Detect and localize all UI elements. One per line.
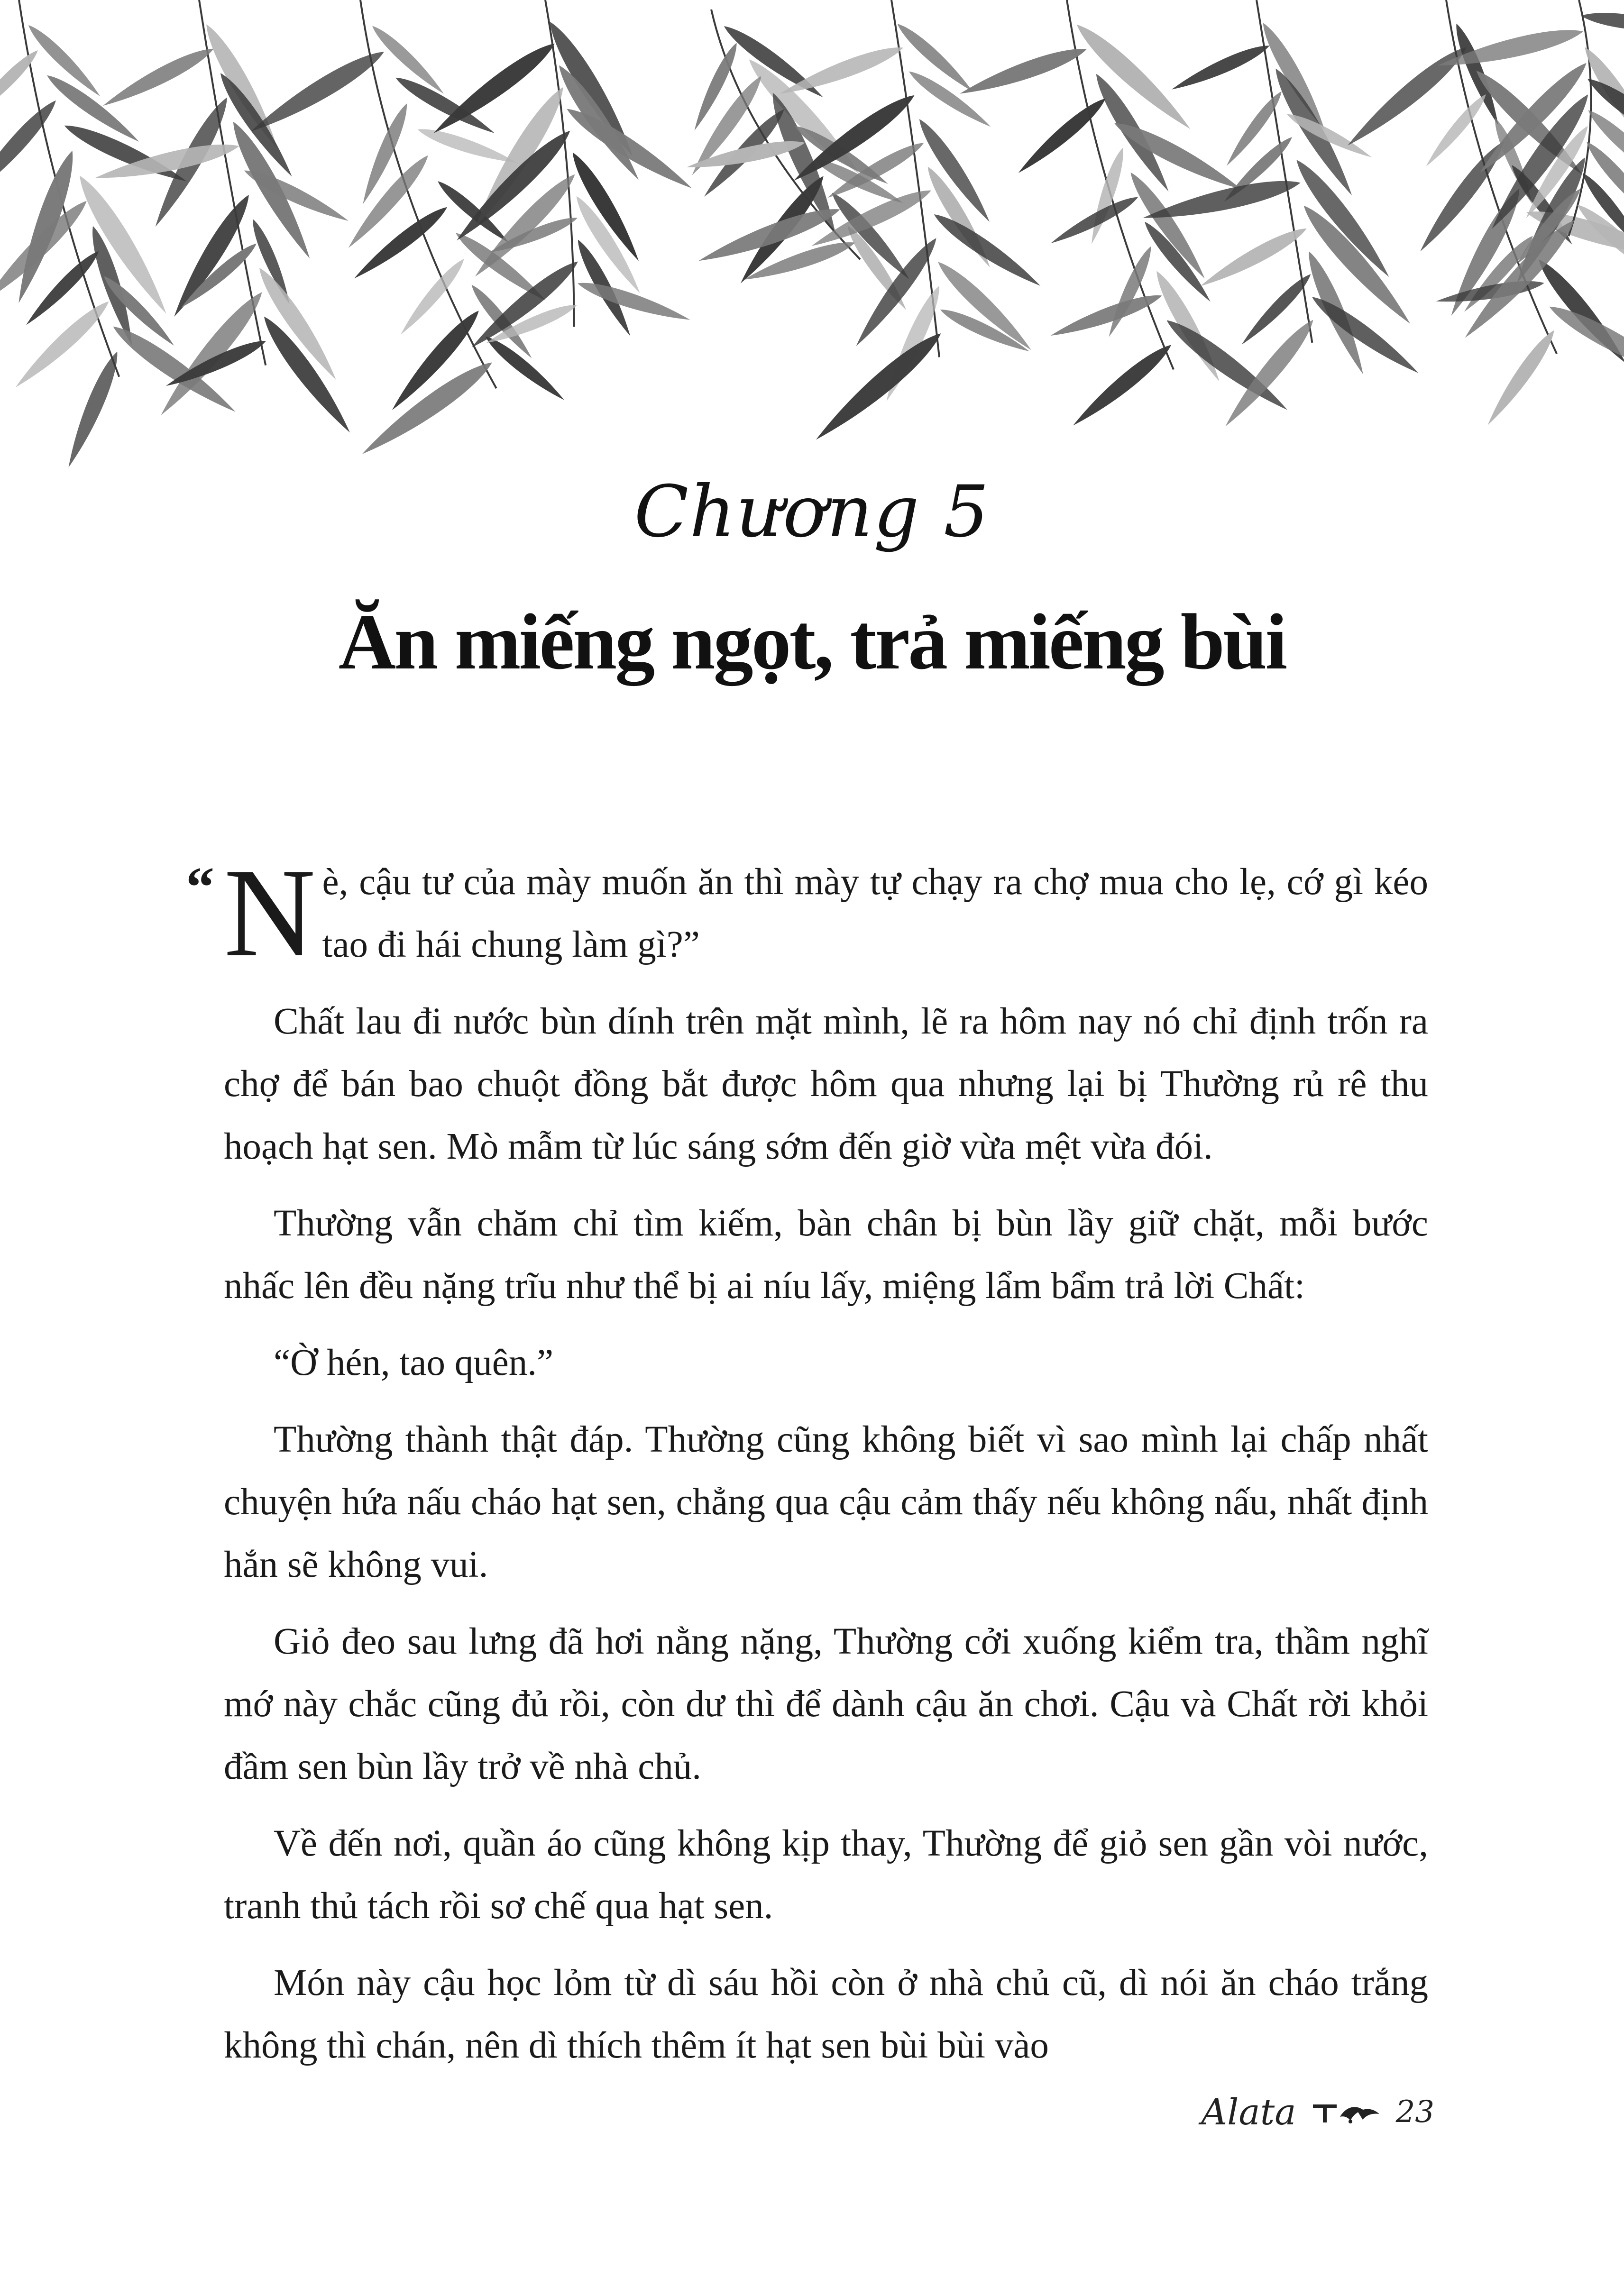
bamboo-leaves-illustration xyxy=(0,0,1624,503)
bamboo-leaf xyxy=(350,201,452,284)
bamboo-leaf xyxy=(1307,290,1423,380)
drop-cap-letter: N xyxy=(224,842,316,983)
bamboo-leaf xyxy=(929,208,1045,293)
bamboo-leaf xyxy=(241,164,351,228)
paragraph-text: è, cậu tư của mày muốn ăn thì mày tự chạy ra chợ mua cho lẹ, cớ gì kéo tao đi hái chung làm gì?” xyxy=(322,861,1428,965)
bamboo-leaf xyxy=(1068,339,1176,432)
bamboo-leaf xyxy=(1110,115,1246,197)
bamboo-leaf xyxy=(1422,91,1490,170)
paragraph-7: Về đến nơi, quần áo cũng không kịp thay, Thường để giỏ sen gần vòi nước, tranh thủ tách rồi sơ chế qua hạt sen. xyxy=(224,1823,1428,1927)
bamboo-leaf xyxy=(1169,40,1272,96)
paragraph-5: Thường thành thật đáp. Thường cũng không biết vì sao mình lại chấp nhất chuyện hứa nấu cháo hạt sen, chẳng qua cậu cảm thấy nếu không nấu, nhất định hắn sẽ không vui. xyxy=(224,1419,1428,1585)
leaf-group xyxy=(0,0,1624,471)
page-number: 23 xyxy=(1395,2094,1434,2130)
paragraph-4: “Ờ hén, tao quên.” xyxy=(274,1342,554,1383)
bamboo-leaf xyxy=(343,150,434,253)
bamboo-leaf xyxy=(957,41,1089,101)
bamboo-leaf xyxy=(1482,326,1560,430)
publisher-name: Alata xyxy=(1201,2091,1296,2133)
bamboo-leaf xyxy=(1014,93,1110,178)
bamboo-leaf xyxy=(777,40,906,101)
bamboo-leaf xyxy=(1048,192,1141,248)
bamboo-leaf xyxy=(61,348,124,470)
bamboo-leaf xyxy=(482,332,569,405)
bamboo-leaf xyxy=(809,326,947,448)
drop-cap-block xyxy=(186,842,316,983)
paragraph-1 xyxy=(186,842,1428,983)
alata-publisher-logo xyxy=(1311,2098,1382,2126)
bamboo-leaf xyxy=(0,46,42,124)
paragraph-3: Thường vẫn chăm chỉ tìm kiếm, bàn chân bị bùn lầy giữ chặt, mỗi bước nhấc lên đều nặng trĩu như thể bị ai níu lấy, miệng lẩm bẩm trả lời Chất: xyxy=(224,1203,1428,1307)
bamboo-leaf xyxy=(100,42,217,113)
paragraph-8: Món này cậu học lỏm từ dì sáu hồi còn ở nhà chủ cũ, dì nói ăn cháo trắng không thì chán, nên dì thích thêm ít hạt sen bùi bùi vào xyxy=(224,1962,1428,2066)
opening-quote: “ xyxy=(186,855,214,918)
bamboo-leaf xyxy=(153,286,269,421)
chapter-body xyxy=(186,842,1428,2091)
page-footer xyxy=(1201,2091,1434,2133)
paragraph-6: Giỏ đeo sau lưng đã hơi nằng nặng, Thường cởi xuống kiểm tra, thầm nghĩ mớ này chắc cũng đủ rồi, còn dư thì để dành cậu ăn chơi. Cậu và Chất rời khỏi đầm sen bùn lầy trở về nhà chủ. xyxy=(224,1621,1428,1787)
bamboo-leaf xyxy=(562,101,697,196)
chapter-number: Chương 5 xyxy=(634,471,990,553)
bamboo-leaf xyxy=(1048,289,1164,343)
bamboo-leaf xyxy=(1197,222,1310,293)
chapter-title: Ăn miếng ngọt, trả miếng bùi xyxy=(338,598,1286,686)
bamboo-leaf xyxy=(415,123,519,169)
bamboo-leaf xyxy=(1580,9,1624,37)
bamboo-leaf xyxy=(246,44,389,140)
branch-stem xyxy=(360,0,496,388)
paragraph-2: Chất lau đi nước bùn dính trên mặt mình, lẽ ra hôm nay nó chỉ định trốn ra chợ để bán bao chuột đồng bắt được hôm qua nhưng lại bị Thường rủ rê thu hoạch hạt sen. Mò mẫm từ lúc sáng sớm đến giờ vừa mệt vừa đói. xyxy=(224,1001,1428,1167)
